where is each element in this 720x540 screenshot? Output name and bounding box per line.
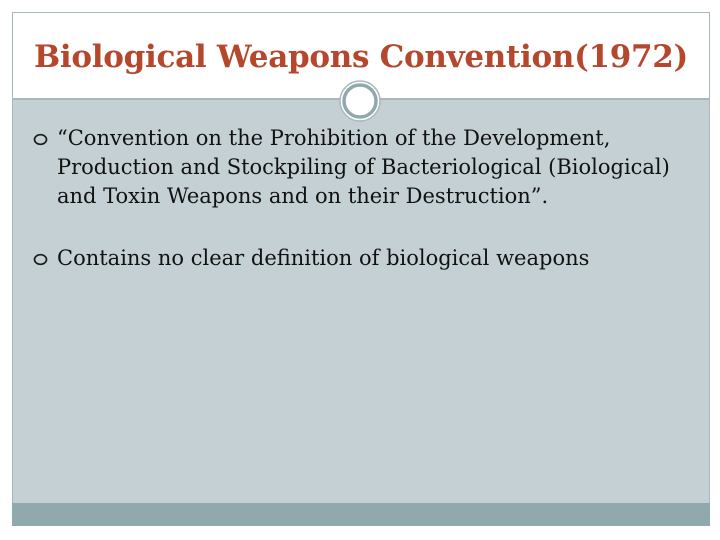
content-panel: [12, 100, 710, 503]
ellipse-bullet-icon: [33, 133, 48, 146]
slide-title: Biological Weapons Convention(1972): [34, 39, 688, 75]
bullet-item: [13, 124, 711, 211]
bullet-list: [13, 124, 711, 273]
bullet-item: [13, 244, 711, 273]
circle-ornament-icon: [337, 78, 383, 124]
bullet-text: Contains no clear definition of biological weapons: [57, 246, 590, 270]
footer-bar: [12, 503, 710, 526]
bullet-text: “Convention on the Prohibition of the Development, Production and Stockpiling of Bacteriological (Biological) and Toxin Weapons and on their Destruction”.: [57, 126, 670, 208]
ellipse-bullet-icon: [33, 253, 48, 266]
